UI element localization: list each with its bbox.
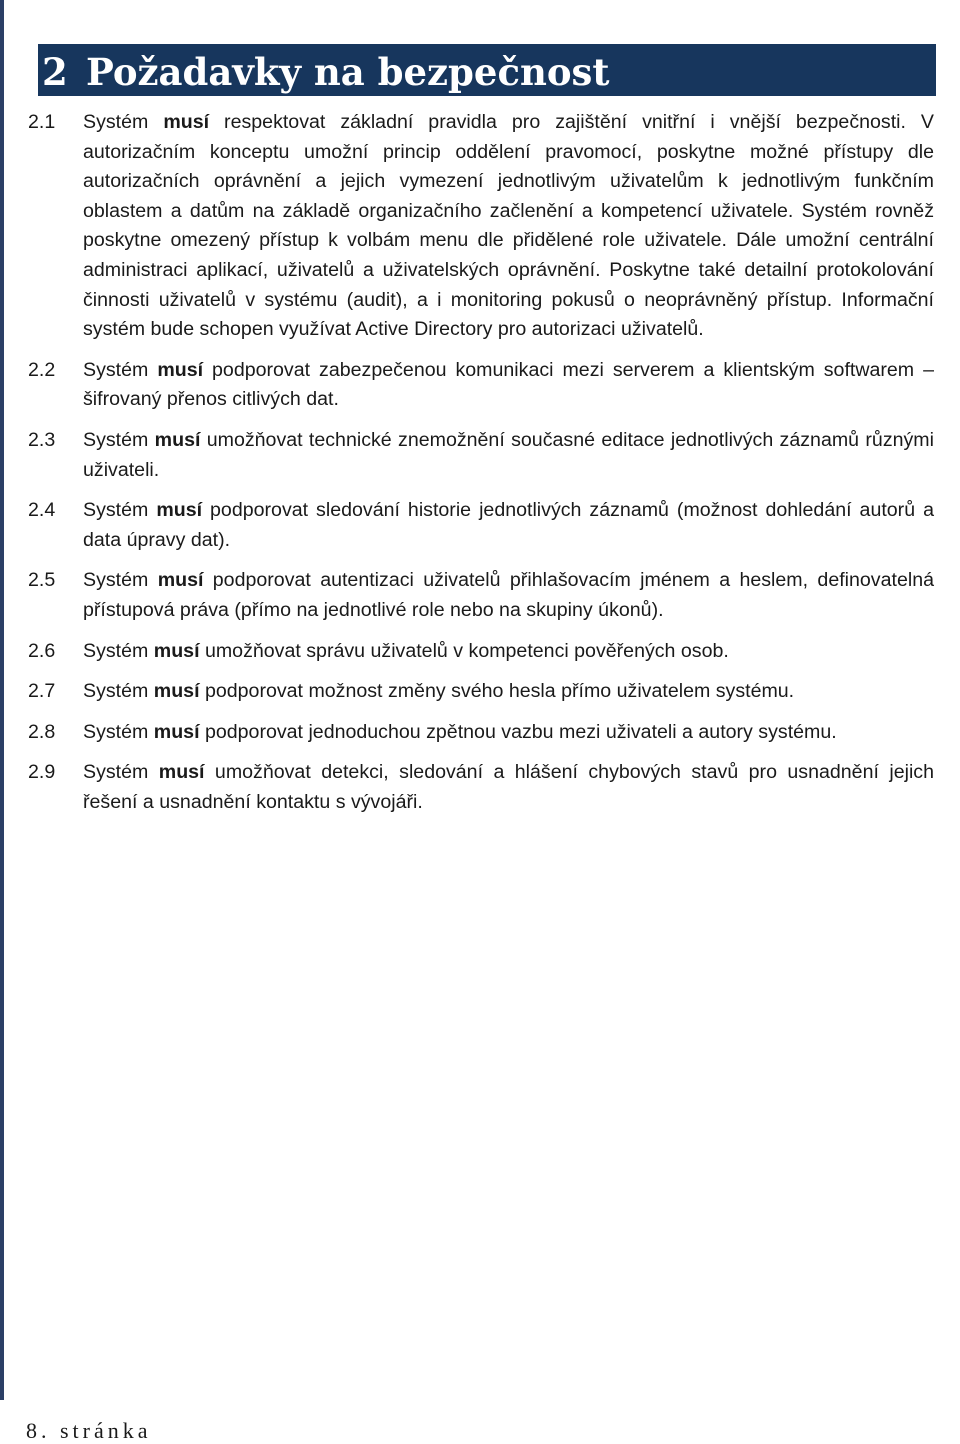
item-number: 2.4 — [28, 499, 56, 522]
emphasis-musi: musí — [157, 358, 204, 381]
item-number: 2.6 — [28, 639, 56, 662]
requirement-item-2-2 — [28, 356, 934, 415]
requirement-item-2-9 — [28, 758, 934, 817]
requirement-item-2-7 — [28, 677, 934, 707]
item-number: 2.2 — [28, 358, 56, 381]
item-number: 2.5 — [28, 569, 56, 592]
section-number: 2 — [42, 50, 68, 94]
item-number: 2.8 — [28, 720, 56, 743]
emphasis-musi: musí — [153, 680, 200, 703]
emphasis-musi: musí — [154, 428, 201, 451]
item-text: Systém musí umožňovat správu uživatelů v kompetenci pověřených osob. — [83, 639, 729, 662]
item-number: 2.3 — [28, 428, 56, 451]
item-text: Systém musí umožňovat detekci, sledování a hlášení chybových stavů pro usnadnění jejich řešení a usnadnění kontaktu s vývojáři. — [83, 761, 934, 813]
item-text: Systém musí podporovat zabezpečenou komunikaci mezi serverem a klientským softwarem – šifrovaný přenos citlivých dat. — [83, 358, 934, 411]
item-number: 2.1 — [28, 111, 56, 133]
requirement-item-2-6 — [28, 637, 934, 667]
emphasis-musi: musí — [163, 111, 210, 133]
emphasis-musi: musí — [156, 499, 203, 522]
requirement-item-2-3 — [28, 426, 934, 485]
requirements-list — [28, 108, 934, 828]
emphasis-musi: musí — [153, 720, 200, 743]
page-number-footer: 8. stránka — [26, 1418, 152, 1443]
requirement-item-2-4 — [28, 496, 934, 555]
item-text: Systém musí podporovat sledování historie jednotlivých záznamů (možnost dohledání autorů a data úpravy dat). — [83, 499, 934, 551]
emphasis-musi: musí — [153, 639, 200, 662]
item-text: Systém musí umožňovat technické znemožnění současné editace jednotlivých záznamů různými uživateli. — [83, 428, 934, 481]
section-heading — [38, 44, 936, 96]
item-number: 2.9 — [28, 761, 56, 784]
requirement-item-2-5 — [28, 566, 934, 625]
requirement-item-2-1 — [28, 108, 934, 345]
requirement-item-2-8 — [28, 718, 934, 748]
section-title: Požadavky na bezpečnost — [86, 50, 610, 94]
emphasis-musi: musí — [158, 761, 205, 784]
emphasis-musi: musí — [157, 569, 204, 592]
item-text: Systém musí podporovat jednoduchou zpětnou vazbu mezi uživateli a autory systému. — [83, 720, 837, 743]
left-margin-rule — [0, 0, 4, 1400]
item-number: 2.7 — [28, 680, 56, 703]
item-text: Systém musí podporovat autentizaci uživatelů přihlašovacím jménem a heslem, definovatelná přístupová práva (přímo na jednotlivé role nebo na skupiny úkonů). — [83, 569, 934, 621]
item-text: Systém musí podporovat možnost změny svého hesla přímo uživatelem systému. — [83, 680, 795, 703]
item-text: Systém musí respektovat základní pravidla pro zajištění vnitřní i vnější bezpečnosti. V autorizačním konceptu umožní princip oddělení pravomocí, poskytne možné přístupy dle autorizačních oprávnění a jejich vymezení jednotlivým uživatelům k jednotlivým funkčním oblastem a datům na základě organizačního začlenění a kompetencí uživatele. Systém rovněž poskytne omezený přístup k volbám menu dle přidělené role uživatele. Dále umožní centrální administraci aplikací, uživatelů a uživatelských oprávnění. Poskytne také detailní protokolování činnosti uživatelů v systému (audit), a i monitoring pokusů o neoprávněný přístup. Informační systém bude schopen využívat Active Directory pro autorizaci uživatelů. — [83, 111, 934, 341]
